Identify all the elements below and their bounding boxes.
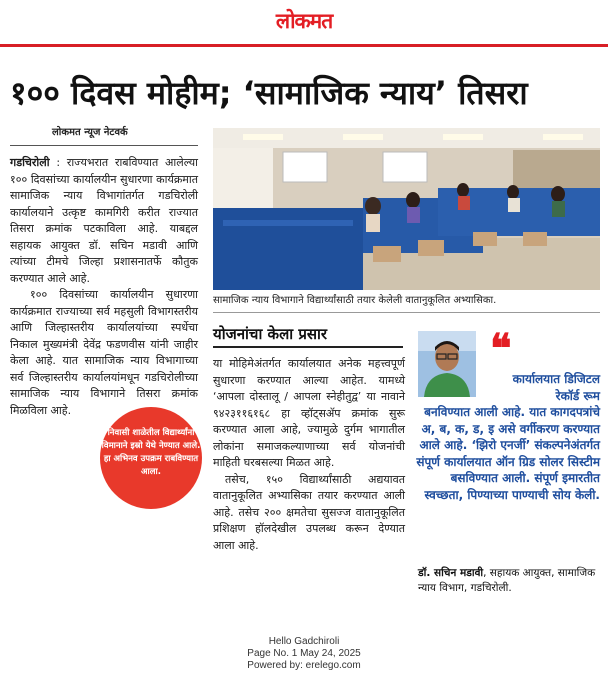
pull-quote	[414, 371, 600, 503]
quote-author	[418, 566, 604, 596]
headline: १०० दिवस मोहीम; ‘सामाजिक न्याय’ तिसरा	[10, 74, 528, 112]
author-name: डॉ. सचिन मडावी	[418, 567, 484, 579]
subheading: योजनांचा केला प्रसार	[213, 325, 328, 343]
study-room-photo-illustration	[213, 128, 600, 290]
study-room-photo	[213, 128, 600, 290]
caption-rule	[213, 312, 600, 313]
footer	[0, 636, 608, 672]
byline-rule	[10, 145, 198, 146]
author-role: , सहायक आयुक्त, सामाजिक न्याय विभाग, गडचिरोली.	[418, 567, 596, 594]
article-column-1	[10, 155, 198, 419]
footer-powered-by: Powered by: erelego.com	[247, 660, 361, 671]
article-column-2	[213, 356, 405, 554]
byline: लोकमत न्यूज नेटवर्क	[52, 127, 128, 138]
paragraph-2: १०० दिवसांच्या कार्यालयीन सुधारणा कार्यक्रमात राज्याच्या सर्व महसुली विभागस्तरीय आणि जिल्हास्तरीय कार्यालयांच्या स्पर्धेचा निकाल मुख्यमंत्री देवेंद्र फडणवीस यांनी जाहीर केला आहे. यात सामाजिक न्याय विभागाच्या सर्व जिल्हास्तरीय कार्यालयांमधून गडचिरोलीच्या सामाजिक न्याय विभागाने तिसरा क्रमांक मिळविला आहे.	[10, 288, 198, 417]
paragraph-4: तसेच, १५० विद्यार्थ्यांसाठी अद्ययावत वातानुकूलित अभ्यासिका तयार करण्यात आली आहे. तसेच २०० क्षमतेचा सुसज्ज वातानुकूलित प्रशिक्षण हॉलदेखील उपलब्ध करून देण्यात आला आहे.	[213, 472, 405, 552]
dateline: गडचिरोली	[10, 156, 50, 169]
photo-caption: सामाजिक न्याय विभागाने विद्यार्थ्यांसाठी तयार केलेली वातानुकूलित अभ्यासिका.	[213, 295, 497, 306]
footer-page-info: Page No. 1 May 24, 2025	[247, 648, 361, 659]
quote-box	[414, 327, 604, 567]
pull-quote-lead: कार्यालयात डिजिटल रेकॉर्ड रूम	[512, 372, 600, 403]
paragraph-1-text: : राज्यभरात राबविण्यात आलेल्या १०० दिवसांच्या कार्यालयीन सुधारणा कार्यक्रमात सामाजिक न्याय विभागांतर्गत गडचिरोली कार्यालयाने उत्कृष्ट कामगिरी करीत राज्यात तिसरा क्रमांक पटकाविला आहे. याबद्दल सहायक आयुक्त डॉ. सचिन मडावी आणि त्यांच्या टीमचे जिल्हा प्रशासनातर्फे कौतुक करण्यात आले आहे.	[10, 156, 198, 285]
promo-circle	[100, 407, 202, 509]
masthead-rule	[0, 44, 608, 47]
lokmat-logo: लोकमत	[275, 9, 333, 33]
paragraph-3: या मोहिमेअंतर्गत कार्यालयात अनेक महत्त्वपूर्ण सुधारणा करण्यात आल्या आहेत. यामध्ये ‘आपला दोस्तालू / आपला स्नेहीतुद्व’ या नावाने ९४२३११६१६८ हा व्हॉट्सॲप क्रमांक सुरू करण्यात आला आहे, ज्यामुळे दुर्गम भागातील लोकांना समाजकल्याणाच्या सर्व योजनांची माहिती घरबसल्या मिळत आहे.	[213, 357, 405, 469]
quote-mark-icon: ❝	[490, 325, 512, 372]
masthead	[0, 0, 608, 47]
footer-publication: Hello Gadchiroli	[268, 636, 340, 647]
pull-quote-body: बनविण्यात आली आहे. यात कागदपत्रांचे अ, ब, क, ड, इ असे वर्गीकरण करण्यात आले आहे. ‘झिरो एनर्जी’ संकल्पनेअंतर्गत संपूर्ण कार्यालयात ऑन ग्रिड सोलर सिस्टीम बसविण्यात आली. संपूर्ण इमारतीत स्वच्छता, पिण्याच्या पाण्याची सोय केली.	[416, 405, 600, 502]
promo-text: निवासी शाळेतील विद्यार्थ्यांना विमानाने इस्रो येथे नेण्यात आले. हा अभिनव उपक्रम राबविण्यात आला.	[101, 428, 201, 477]
subheading-rule	[213, 346, 403, 348]
paragraph-1	[10, 155, 198, 287]
